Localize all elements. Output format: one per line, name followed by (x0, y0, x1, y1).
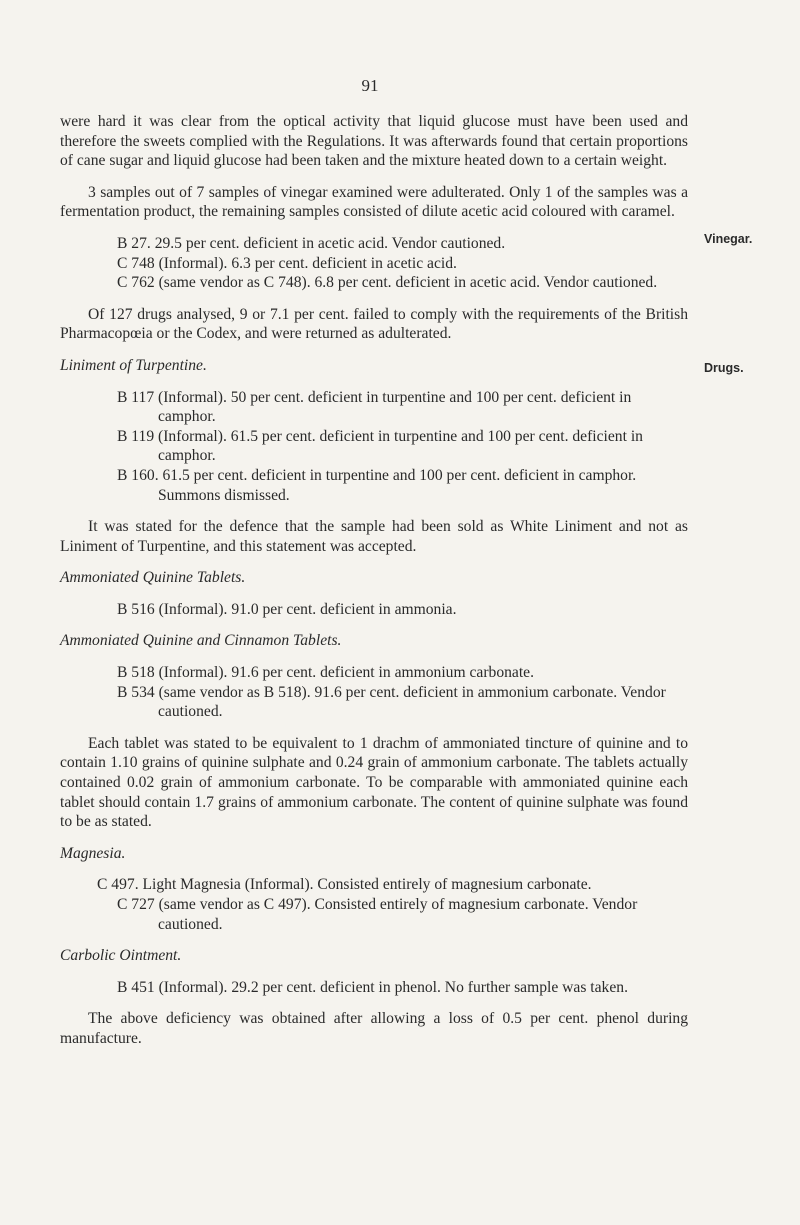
quinine-entry: B 516 (Informal). 91.0 per cent. deficient in ammonia. (117, 600, 457, 618)
paragraph-phenol-allowance: The above deficiency was obtained after allowing a loss of 0.5 per cent. phenol during manufacture. (60, 1010, 688, 1047)
turpentine-entry: B 119 (Informal). 61.5 per cent. deficient in turpentine and 100 per cent. deficient in camphor. (117, 427, 643, 465)
magnesia-entry: C 727 (same vendor as C 497). Consisted entirely of magnesium carbonate. Vendor cautioned. (117, 896, 638, 933)
body-text (60, 112, 688, 1049)
page-number: 91 (361, 76, 379, 95)
section-heading-quinine-cinnamon: Ammoniated Quinine and Cinnamon Tablets. (60, 632, 342, 650)
turpentine-entry: B 117 (Informal). 50 per cent. deficient in turpentine and 100 per cent. deficient in camphor. (117, 388, 632, 426)
section-heading-carbolic: Carbolic Ointment. (60, 947, 182, 965)
paragraph-vinegar-summary: 3 samples out of 7 samples of vinegar examined were adulterated. Only 1 of the samples was a fermentation product, the remaining samples consisted of dilute acetic acid coloured with caramel. (60, 183, 688, 221)
turpentine-entry: B 160. 61.5 per cent. deficient in turpentine and 100 per cent. deficient in camphor. Summons dismissed. (117, 466, 637, 504)
paragraph-drugs-summary: Of 127 drugs analysed, 9 or 7.1 per cent. failed to comply with the requirements of the British Pharmacopœia or the Codex, and were returned as adulterated. (60, 305, 688, 343)
vinegar-entry: C 748 (Informal). 6.3 per cent. deficient in acetic acid. (117, 254, 457, 272)
paragraph-sweets-continuation: were hard it was clear from the optical activity that liquid glucose must have been used and therefore the sweets complied with the Regulations. It was afterwards found that certain proportions of cane sugar and liquid glucose had been taken and the mixture heated down to a certain weight. (60, 113, 688, 170)
paragraph-tablet-composition: Each tablet was stated to be equivalent to 1 drachm of ammoniated tincture of quinine and to contain 1.10 grains of quinine sulphate and 0.24 grain of ammonium carbonate. The tablets actually contained 0.02 grain of ammonium carbonate. To be comparable with ammoniated quinine each tablet should contain 1.7 grains of ammonium carbonate. The content of quinine sulphate was found to be as stated. (60, 734, 688, 831)
margin-note-vinegar: Vinegar. (704, 232, 753, 246)
carbolic-entry: B 451 (Informal). 29.2 per cent. deficient in phenol. No further sample was taken. (117, 978, 628, 996)
margin-note-drugs: Drugs. (704, 361, 744, 375)
section-heading-turpentine: Liniment of Turpentine. (60, 356, 207, 374)
vinegar-entry: B 27. 29.5 per cent. deficient in acetic acid. Vendor cautioned. (117, 234, 506, 252)
magnesia-entry: C 497. Light Magnesia (Informal). Consisted entirely of magnesium carbonate. (97, 876, 592, 894)
section-heading-magnesia: Magnesia. (60, 844, 126, 862)
cinnamon-entry: B 534 (same vendor as B 518). 91.6 per cent. deficient in ammonium carbonate. Vendor cautioned. (117, 683, 666, 721)
section-heading-quinine-tablets: Ammoniated Quinine Tablets. (60, 569, 246, 587)
cinnamon-entry: B 518 (Informal). 91.6 per cent. deficient in ammonium carbonate. (117, 664, 534, 682)
paragraph-defence: It was stated for the defence that the sample had been sold as White Liniment and not as Liniment of Turpentine, and this statement was accepted. (60, 518, 688, 555)
vinegar-entry: C 762 (same vendor as C 748). 6.8 per cent. deficient in acetic acid. Vendor cautioned. (117, 274, 658, 292)
